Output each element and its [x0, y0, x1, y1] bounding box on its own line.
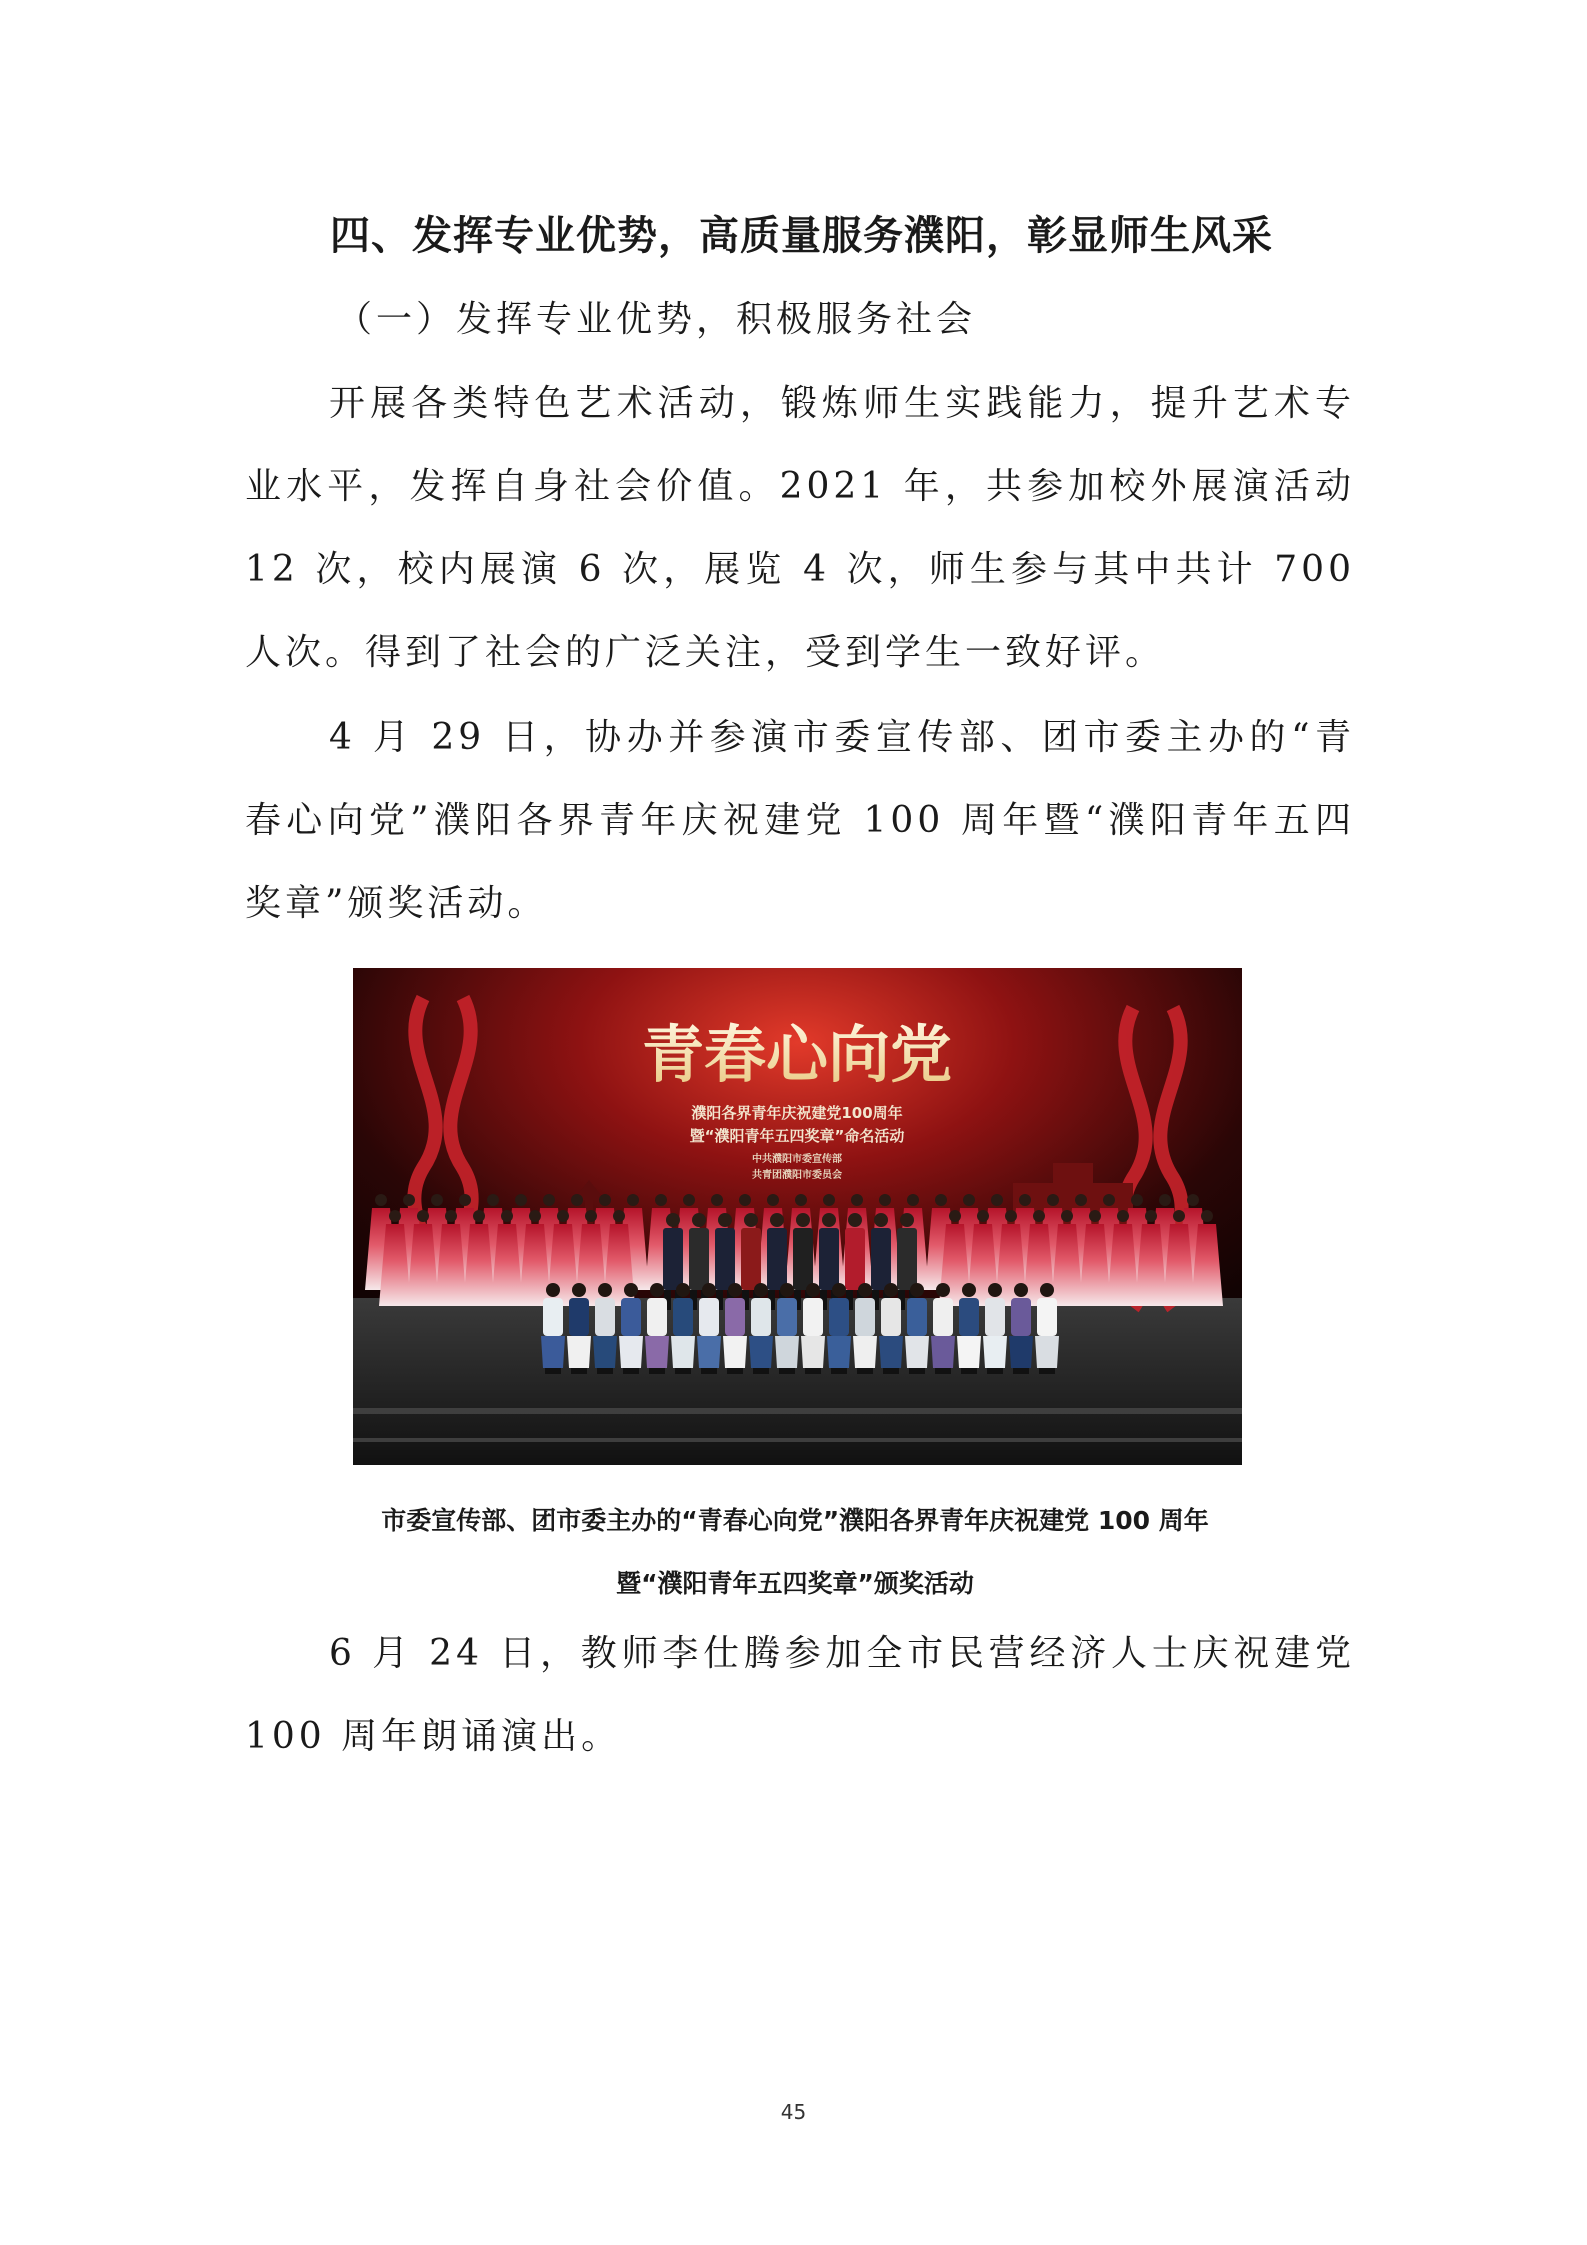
paragraph-april-event: 4 月 29 日，协办并参演市委宣传部、团市委主办的“青春心向党”濮阳各界青年庆祝建党 100 周年暨“濮阳青年五四奖章”颁奖活动。 — [245, 717, 1355, 924]
section-heading: 四、发挥专业优势，高质量服务濮阳，彰显师生风采 — [330, 213, 1273, 259]
banner-line-3: 中共濮阳市委宣传部 — [752, 1154, 842, 1165]
photo-caption-line-1: 市委宣传部、团市委主办的“青春心向党”濮阳各界青年庆祝建党 100 周年 — [381, 1506, 1209, 1535]
banner-title: 青春心向党 — [641, 1018, 953, 1091]
photo-caption-line-2: 暨“濮阳青年五四奖章”颁奖活动 — [616, 1569, 974, 1598]
banner-line-1: 濮阳各界青年庆祝建党100周年 — [691, 1104, 903, 1122]
event-photo — [353, 968, 1242, 1465]
banner-line-4: 共青团濮阳市委员会 — [752, 1170, 842, 1181]
subsection-heading: （一）发挥专业优势，积极服务社会 — [336, 299, 977, 340]
paragraph-june-event: 6 月 24 日，教师李仕腾参加全市民营经济人士庆祝建党 100 周年朗诵演出。 — [245, 1633, 1355, 1757]
paragraph-activities-summary: 开展各类特色艺术活动，锻炼师生实践能力，提升艺术专业水平，发挥自身社会价值。2021 年，共参加校外展演活动 12 次，校内展演 6 次，展览 4 次，师生参与其中共计 700 人次。得到了社会的广泛关注，受到学生一致好评。 — [245, 383, 1355, 673]
page-number: 45 — [780, 2100, 807, 2124]
banner-line-2: 暨“濮阳青年五四奖章”命名活动 — [689, 1127, 905, 1145]
